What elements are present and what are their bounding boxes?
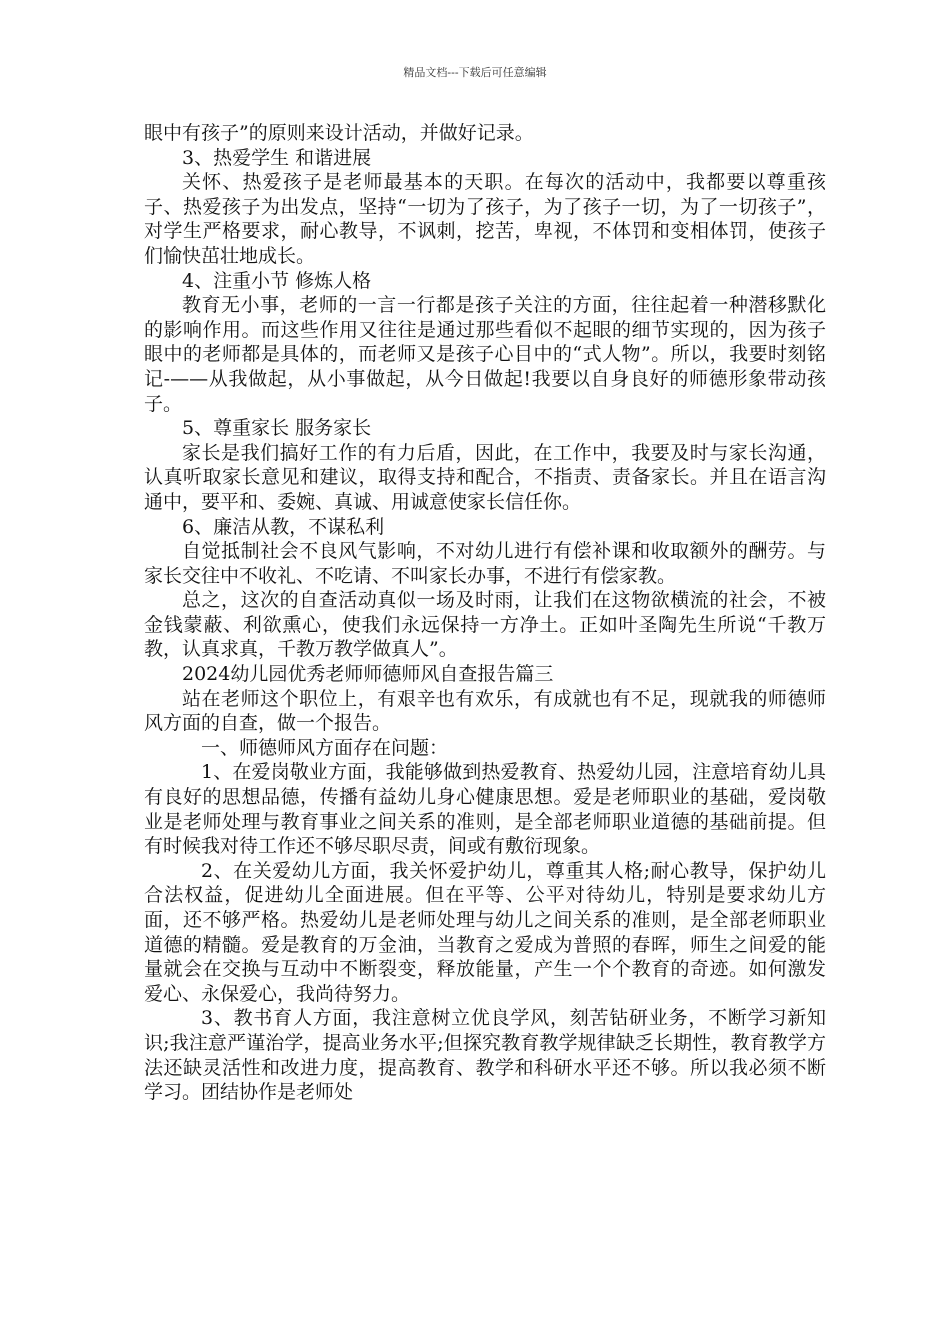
document-body <box>144 121 826 1105</box>
section-heading-3: 3、热爱学生 和谐进展 <box>182 146 372 169</box>
paragraph: 家长是我们搞好工作的有力后盾，因此，在工作中，我要及时与家长沟通，认真听取家长意见和建议，取得支持和配合，不指责、责备家长。并且在语言沟通中，要平和、委婉、真诚、用诚意使家长信任你。 <box>144 441 826 513</box>
paragraph: 关怀、热爱孩子是老师最基本的天职。在每次的活动中，我都要以尊重孩子、热爱孩子为出发点，坚持“一切为了孩子，为了孩子一切，为了一切孩子”，对学生严格要求，耐心教导，不讽刺，挖苦，卑视，不体罚和变相体罚，使孩子们愉快茁壮地成长。 <box>144 171 826 267</box>
paragraph: 3、教书育人方面，我注意树立优良学风，刻苦钻研业务，不断学习新知识;我注意严谨治学，提高业务水平;但探究教育教学规律缺乏长期性，教育教学方法还缺灵活性和改进力度，提高教育、教学和科研水平还不够。所以我必须不断学习。团结协作是老师处 <box>144 1007 826 1104</box>
section-heading-1: 一、师德师风方面存在问题： <box>201 736 449 759</box>
page-header: 精品文档---下载后可任意编辑 <box>403 66 547 79</box>
paragraph: 总之，这次的自查活动真似一场及时雨，让我们在这物欲横流的社会，不被金钱蒙蔽、利欲熏心，使我们永远保持一方净土。正如叶圣陶先生所说“千教万教，认真求真，千教万教学做真人”。 <box>144 589 826 661</box>
paragraph: 自觉抵制社会不良风气影响，不对幼儿进行有偿补课和收取额外的酬劳。与家长交往中不收礼、不吃请、不叫家长办事，不进行有偿家教。 <box>144 540 826 587</box>
section-heading-6: 6、廉洁从教，不谋私利 <box>182 515 385 538</box>
section-heading-5: 5、尊重家长 服务家长 <box>182 417 372 440</box>
paragraph: 1、在爱岗敬业方面，我能够做到热爱教育、热爱幼儿园，注意培育幼儿具有良好的思想品德，传播有益幼儿身心健康思想。爱是老师职业的基础，爱岗敬业是老师处理与教育事业之间关系的准则，是全部老师职业道德的基础前提。但有时候我对待工作还不够尽职尽责，间或有敷衍现象。 <box>144 761 826 858</box>
section-heading-4: 4、注重小节 修炼人格 <box>182 269 372 292</box>
paragraph: 2、在关爱幼儿方面，我关怀爱护幼儿，尊重其人格;耐心教导，保护幼儿合法权益，促进幼儿全面进展。但在平等、公平对待幼儿，特别是要求幼儿方面，还不够严格。热爱幼儿是老师处理与幼儿之间关系的准则，是全部老师职业道德的精髓。爱是教育的万金油，当教育之爱成为普照的春晖，师生之间爱的能量就会在交换与互动中不断裂变，释放能量，产生一个个教育的奇迹。如何激发爱心、永保爱心，我尚待努力。 <box>144 859 826 1005</box>
paragraph: 站在老师这个职位上，有艰辛也有欢乐，有成就也有不足，现就我的师德师风方面的自查，做一个报告。 <box>144 687 826 735</box>
article-title: 2024幼儿园优秀老师师德师风自查报告篇三 <box>182 663 554 686</box>
paragraph-continuation: 眼中有孩子”的原则来设计活动，并做好记录。 <box>144 122 534 144</box>
paragraph: 教育无小事，老师的一言一行都是孩子关注的方面，往往起着一种潜移默化的影响作用。而这些作用又往往是通过那些看似不起眼的细节实现的，因为孩子眼中的老师都是具体的，而老师又是孩子心目中的“式人物”。所以，我要时刻铭记-——从我做起，从小事做起，从今日做起!我要以自身良好的师德形象带动孩子。 <box>144 294 826 415</box>
